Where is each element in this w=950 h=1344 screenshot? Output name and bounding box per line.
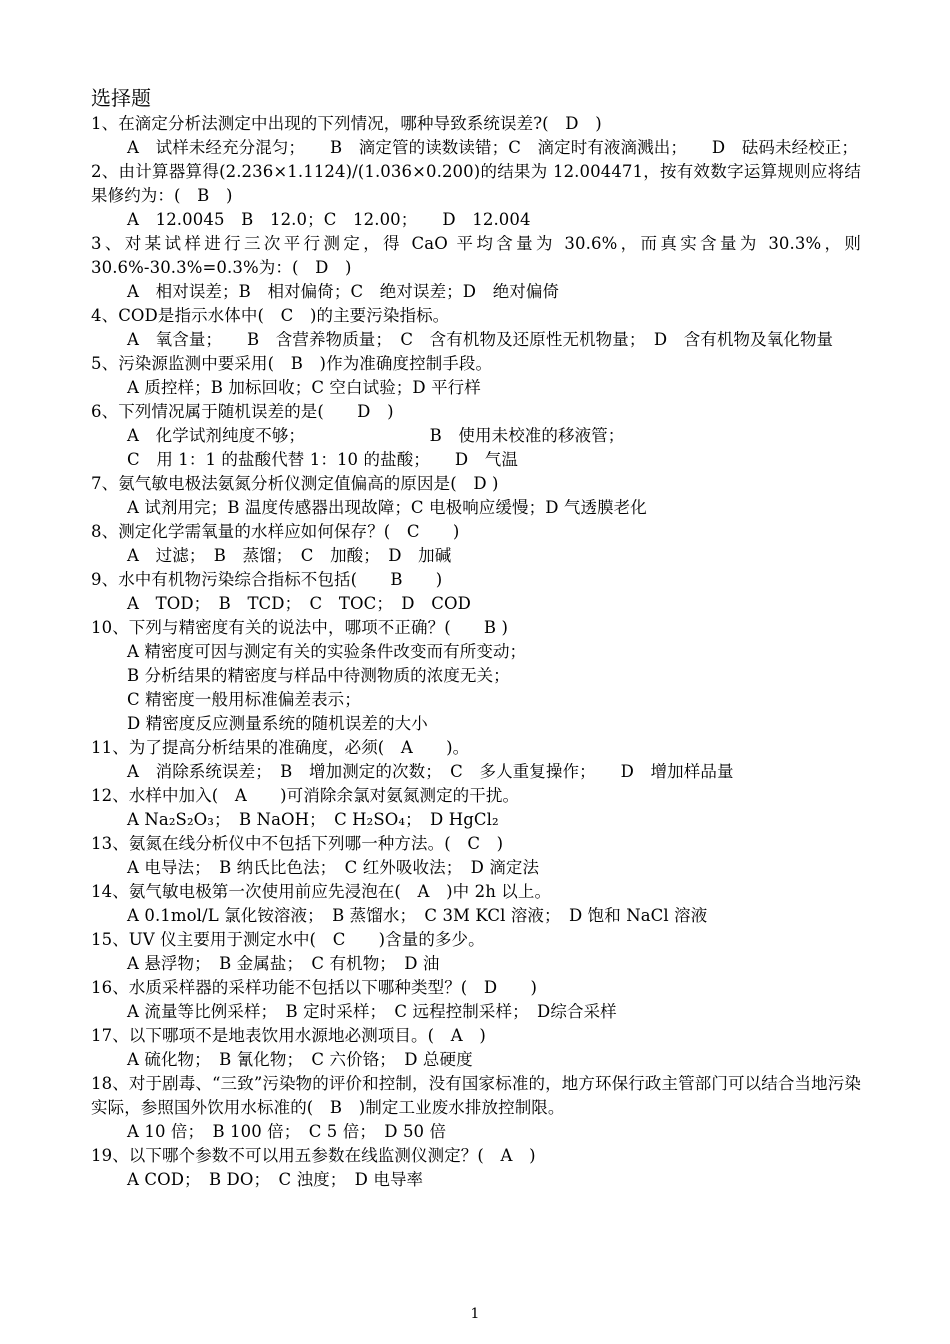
question-item (91, 520, 861, 568)
question-options: A Na₂S₂O₃； B NaOH； C H₂SO₄； D HgCl₂ (127, 810, 499, 829)
question-text: 2、由计算器算得(2.236×1.1124)/(1.036×0.200)的结果为 12.004471，按有效数字运算规则应将结果修约为：( B ) (91, 162, 861, 205)
question-text: 18、对于剧毒、“三致”污染物的评价和控制，没有国家标准的，地方环保行政主管部门可以结合当地污染实际，参照国外饮用水标准的( B )制定工业废水排放控制限。 (91, 1074, 861, 1117)
question-text: 7、氨气敏电极法氨氮分析仪测定值偏高的原因是( D ) (91, 474, 499, 493)
question-text: 4、COD是指示水体中( C )的主要污染指标。 (91, 306, 450, 325)
section-heading: 选择题 (91, 86, 151, 110)
question-options: A COD； B DO； C 浊度； D 电导率 (127, 1170, 424, 1189)
question-options (91, 424, 861, 472)
question-text: 13、氨氮在线分析仪中不包括下列哪一种方法。( C ) (91, 834, 504, 853)
question-options: A 氧含量； B 含营养物质量； C 含有机物及还原性无机物量； D 含有机物及氧化物量 (127, 330, 834, 349)
option-line: A 化学试剂纯度不够； B 使用未校准的移液管； (127, 426, 625, 445)
question-options: A 相对误差；B 相对偏倚；C 绝对误差；D 绝对偏倚 (127, 282, 560, 301)
option-line: B 分析结果的精密度与样品中待测物质的浓度无关； (127, 666, 510, 685)
question-item (91, 784, 861, 832)
question-options: A 电导法； B 纳氏比色法； C 红外吸收法； D 滴定法 (127, 858, 540, 877)
question-options: A 消除系统误差； B 增加测定的次数； C 多人重复操作； D 增加样品量 (127, 762, 734, 781)
question-text: 11、为了提高分析结果的准确度，必须( A )。 (91, 738, 470, 757)
document-page (91, 84, 861, 1192)
question-text: 1、在滴定分析法测定中出现的下列情况，哪种导致系统误差?( D ) (91, 114, 602, 133)
option-line: A 精密度可因与测定有关的实验条件改变而有所变动； (127, 642, 527, 661)
question-text: 14、氨气敏电极第一次使用前应先浸泡在( A )中 2h 以上。 (91, 882, 552, 901)
question-options: A 悬浮物； B 金属盐； C 有机物； D 油 (127, 954, 440, 973)
question-item (91, 616, 861, 736)
page-number: 1 (470, 1306, 480, 1322)
option-line: D 精密度反应测量系统的随机误差的大小 (127, 714, 428, 733)
question-options: A 0.1mol/L 氯化铵溶液； B 蒸馏水； C 3M KCl 溶液； D 饱和 NaCl 溶液 (127, 906, 708, 925)
question-options: A 10 倍； B 100 倍； C 5 倍； D 50 倍 (127, 1122, 447, 1141)
question-options: A 质控样；B 加标回收；C 空白试验；D 平行样 (127, 378, 481, 397)
question-item (91, 400, 861, 472)
question-item (91, 232, 861, 304)
question-item (91, 832, 861, 880)
option-line: C 用 1：1 的盐酸代替 1：10 的盐酸； D 气温 (127, 450, 518, 469)
question-text: 16、水质采样器的采样功能不包括以下哪种类型？( D ) (91, 978, 537, 997)
question-item (91, 304, 861, 352)
question-text: 9、水中有机物污染综合指标不包括( B ) (91, 570, 443, 589)
question-options (91, 640, 861, 736)
question-options: A 硫化物； B 氰化物； C 六价铬； D 总硬度 (127, 1050, 473, 1069)
option-line: C 精密度一般用标准偏差表示； (127, 690, 361, 709)
question-text: 6、下列情况属于随机误差的是( D ) (91, 402, 394, 421)
question-item (91, 1144, 861, 1192)
question-item (91, 928, 861, 976)
question-item (91, 352, 861, 400)
question-text: 3、对某试样进行三次平行测定，得 CaO 平均含量为 30.6%，而真实含量为 30.3%，则 30.6%-30.3%=0.3%为：( D ) (91, 234, 861, 277)
question-text: 8、测定化学需氧量的水样应如何保存？( C ) (91, 522, 460, 541)
question-item (91, 568, 861, 616)
question-item (91, 472, 861, 520)
question-options: A TOD； B TCD； C TOC； D COD (127, 594, 471, 613)
question-item (91, 976, 861, 1024)
question-item (91, 880, 861, 928)
question-text: 12、水样中加入( A )可消除余氯对氨氮测定的干扰。 (91, 786, 520, 805)
question-list (91, 112, 861, 1192)
question-item (91, 736, 861, 784)
question-options: A 试剂用完；B 温度传感器出现故障；C 电极响应缓慢；D 气透膜老化 (127, 498, 647, 517)
question-item (91, 160, 861, 232)
question-item (91, 112, 861, 160)
question-text: 15、UV 仪主要用于测定水中( C )含量的多少。 (91, 930, 485, 949)
question-options: A 12.0045 B 12.0；C 12.00； D 12.004 (127, 210, 531, 229)
question-text: 5、污染源监测中要采用( B )作为准确度控制手段。 (91, 354, 493, 373)
question-item (91, 1072, 861, 1144)
question-text: 17、以下哪项不是地表饮用水源地必测项目。( A ) (91, 1026, 486, 1045)
question-options: A 过滤； B 蒸馏； C 加酸； D 加碱 (127, 546, 452, 565)
question-item (91, 1024, 861, 1072)
question-options: A 试样未经充分混匀； B 滴定管的读数读错；C 滴定时有液滴溅出； D 砝码未经校正； (127, 138, 858, 157)
question-options: A 流量等比例采样； B 定时采样； C 远程控制采样； D综合采样 (127, 1002, 617, 1021)
question-text: 19、以下哪个参数不可以用五参数在线监测仪测定？( A ) (91, 1146, 536, 1165)
question-text: 10、下列与精密度有关的说法中，哪项不正确？( B ) (91, 618, 509, 637)
